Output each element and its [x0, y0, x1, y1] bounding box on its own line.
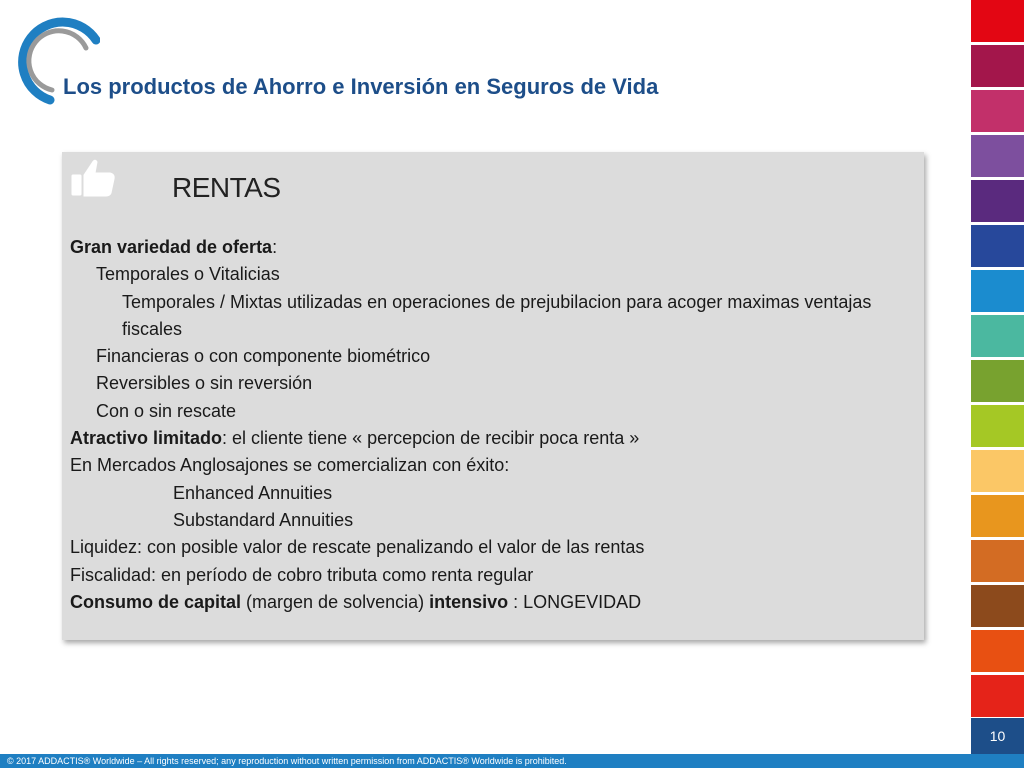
footer-bar — [0, 754, 1024, 768]
color-swatch — [971, 405, 1024, 447]
color-swatch — [971, 450, 1024, 492]
color-swatch — [971, 675, 1024, 717]
color-swatch — [971, 135, 1024, 177]
page-number: 10 — [971, 718, 1024, 754]
color-swatch-bar — [971, 0, 1024, 716]
list-item: Temporales / Mixtas utilizadas en operaciones de prejubilacion para acoger maximas ventajas fiscales — [122, 291, 872, 339]
color-swatch — [971, 540, 1024, 582]
color-swatch — [971, 270, 1024, 312]
consumo-line — [70, 589, 918, 616]
list-item: Substandard Annuities — [173, 509, 354, 530]
list-item: Financieras o con componente biométrico — [96, 346, 431, 367]
color-swatch — [971, 180, 1024, 222]
color-swatch — [971, 0, 1024, 42]
consumo-mid: (margen de solvencia) — [241, 591, 430, 612]
atractivo-line — [70, 425, 918, 452]
thumbs-up-icon — [70, 157, 120, 199]
color-swatch — [971, 45, 1024, 87]
intensivo-label: intensivo — [429, 591, 509, 612]
atractivo-rest: : el cliente tiene « percepcion de recibir poca renta » — [222, 428, 640, 449]
variedad-line — [70, 234, 918, 261]
slide-title: Los productos de Ahorro e Inversión en Seguros de Vida — [63, 74, 659, 99]
rentas-card — [62, 152, 924, 640]
color-swatch — [971, 315, 1024, 357]
color-swatch — [971, 225, 1024, 267]
color-swatch — [971, 630, 1024, 672]
variedad-rest: : — [272, 237, 278, 257]
consumo-end: : LONGEVIDAD — [508, 591, 642, 612]
color-swatch — [971, 585, 1024, 627]
list-item: Liquidez: con posible valor de rescate penalizando el valor de las rentas — [70, 537, 645, 558]
color-swatch — [971, 90, 1024, 132]
list-item: Fiscalidad: en período de cobro tributa como renta regular — [70, 564, 534, 585]
card-content — [70, 234, 918, 616]
card-heading: RENTAS — [172, 172, 281, 203]
consumo-label: Consumo de capital — [70, 591, 242, 612]
variedad-label: Gran variedad de oferta — [70, 237, 273, 257]
atractivo-label: Atractivo limitado — [70, 428, 223, 449]
list-item: Enhanced Annuities — [173, 482, 333, 503]
list-item: Con o sin rescate — [96, 400, 237, 421]
color-swatch — [971, 360, 1024, 402]
copyright-text: © 2017 ADDACTIS® Worldwide – All rights reserved; any reproduction without written permission from ADDACTIS® Worldwide is prohibited. — [7, 756, 567, 766]
color-swatch — [971, 495, 1024, 537]
list-item: En Mercados Anglosajones se comercializan con éxito: — [70, 455, 510, 476]
list-item: Temporales o Vitalicias — [96, 264, 280, 285]
list-item: Reversibles o sin reversión — [96, 373, 313, 394]
